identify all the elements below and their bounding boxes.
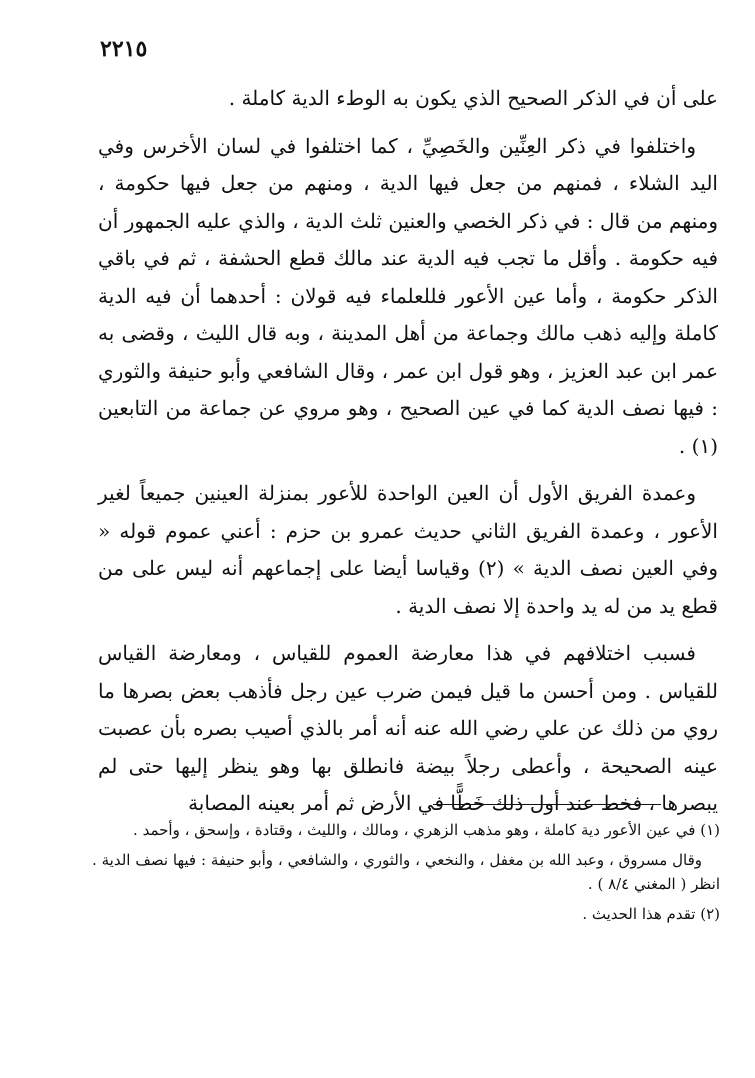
page-number: ٢٢١٥ bbox=[100, 36, 148, 62]
footnote: (١) في عين الأعور دية كاملة ، وهو مذهب الزهري ، ومالك ، والليث ، وقتادة ، وإسحق ، وأحمد . bbox=[133, 821, 720, 839]
footnotes bbox=[92, 818, 720, 932]
footnote-divider bbox=[433, 804, 661, 805]
footnote-continuation: وقال مسروق ، وعبد الله بن مغفل ، والنخعي ، والثوري ، والشافعي ، وأبو حنيفة : فيها نصف الدية . انظر ( المغني ٨/٤ ) . bbox=[92, 851, 720, 893]
footnote: (٢) تقدم هذا الحديث . bbox=[582, 905, 720, 923]
paragraph: فسبب اختلافهم في هذا معارضة العموم للقياس ، ومعارضة القياس للقياس . ومن أحسن ما قيل فيمن ضرب عين رجل فأذهب بعض بصرها ما روي من ذلك عن علي رضي الله عنه أنه أمر بالذي أصيب بصره بأن عصبت عينه الصحيحة ، وأعطى رجلاً بيضة فانطلق بها وهو ينظر إليها حتى لم يبصرها ، فخط عند أول ذلك خَطًّا في الأرض ثم أمر بعينه المصابة bbox=[98, 641, 718, 815]
paragraph: وعمدة الفريق الأول أن العين الواحدة للأعور بمنزلة العينين جميعاً لغير الأعور ، وعمدة الفريق الثاني حديث عمرو بن حزم : أعني عموم قوله « وفي العين نصف الدية » (٢) وقياسا أيضا على إجماعهم أنه ليس على من قطع يد من له يد واحدة إلا نصف الدية . bbox=[98, 481, 718, 618]
paragraph: واختلفوا في ذكر العِنِّين والخَصِيِّ ، كما اختلفوا في لسان الأخرس وفي اليد الشلاء ، فمنهم من جعل فيها الدية ، ومنهم من جعل فيها حكومة ، ومنهم من قال : في ذكر الخصي والعنين ثلث الدية ، والذي عليه الجمهور أن فيه حكومة . وأقل ما تجب فيه الدية عند مالك قطع الحشفة ، ثم في باقي الذكر حكومة ، وأما عين الأعور فللعلماء فيه قولان : أحدهما أن فيه الدية كاملة وإليه ذهب مالك وجماعة من أهل المدينة ، وبه قال الليث ، وقضى به عمر ابن عبد العزيز ، وهو قول ابن عمر ، وقال الشافعي وأبو حنيفة والثوري : فيها نصف الدية كما في عين الصحيح ، وهو مروي عن جماعة من التابعين (١) . bbox=[98, 133, 718, 458]
paragraph: على أن في الذكر الصحيح الذي يكون به الوطء الدية كاملة . bbox=[228, 86, 718, 110]
main-text bbox=[98, 80, 718, 833]
